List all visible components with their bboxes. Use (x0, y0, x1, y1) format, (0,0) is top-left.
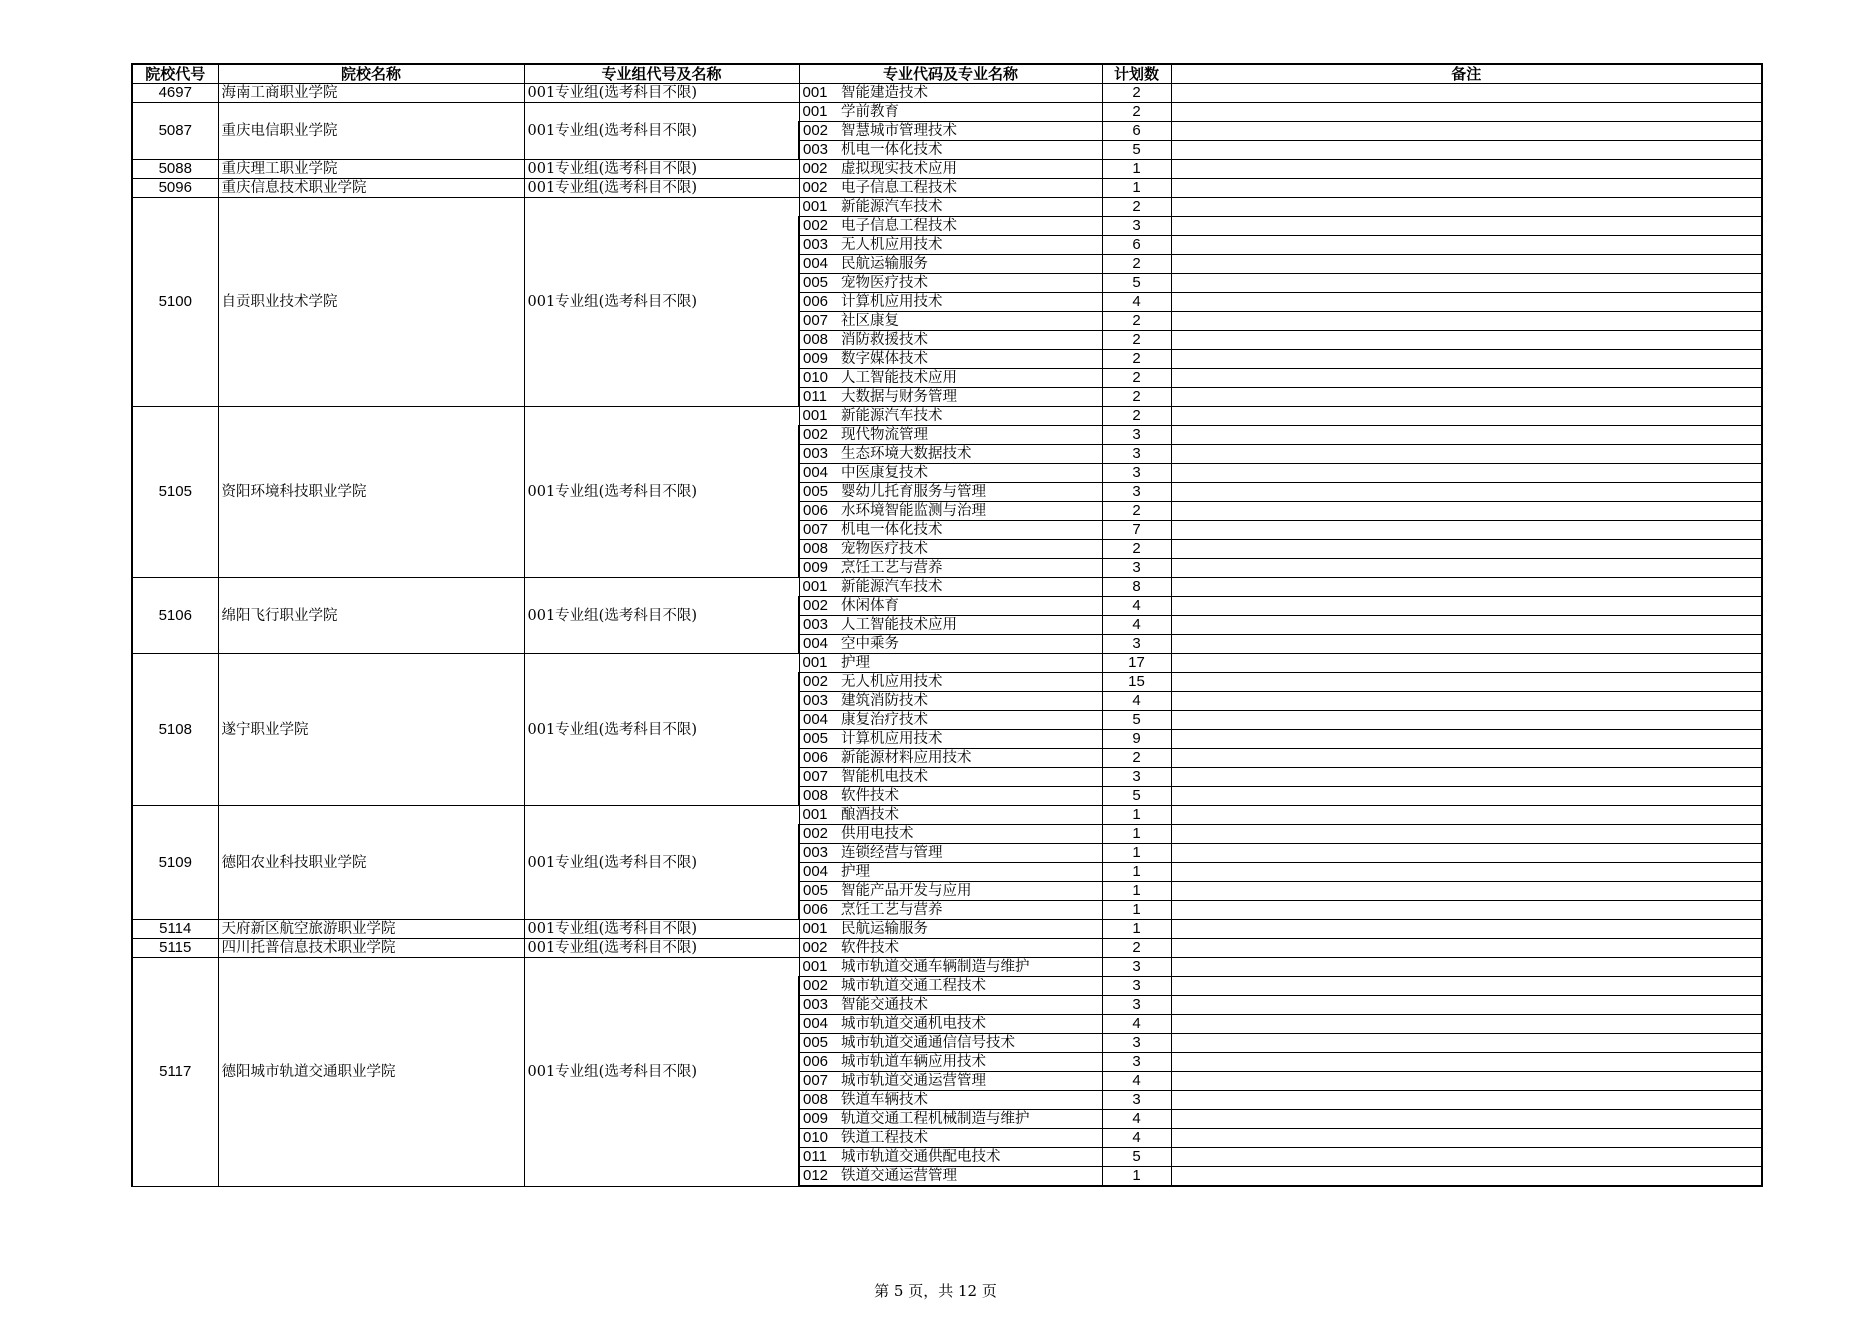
note-cell (1171, 426, 1762, 445)
major-name-cell: 连锁经营与管理 (839, 844, 1102, 863)
major-group-cell: 001专业组(选考科目不限) (524, 160, 799, 179)
note-cell (1171, 977, 1762, 996)
major-code-cell: 005 (799, 274, 839, 293)
plan-count-cell: 3 (1102, 977, 1171, 996)
major-code-cell: 006 (799, 293, 839, 312)
major-name-cell: 轨道交通工程机械制造与维护 (839, 1110, 1102, 1129)
school-name-cell: 重庆理工职业学院 (218, 160, 524, 179)
major-code-cell: 009 (799, 559, 839, 578)
plan-count-cell: 4 (1102, 1129, 1171, 1148)
plan-count-cell: 3 (1102, 768, 1171, 787)
major-name-cell: 城市轨道交通通信信号技术 (839, 1034, 1102, 1053)
note-cell (1171, 331, 1762, 350)
major-name-cell: 智能产品开发与应用 (839, 882, 1102, 901)
major-name-cell: 烹饪工艺与营养 (839, 901, 1102, 920)
note-cell (1171, 825, 1762, 844)
major-name-cell: 生态环境大数据技术 (839, 445, 1102, 464)
note-cell (1171, 597, 1762, 616)
major-name-cell: 护理 (839, 863, 1102, 882)
major-code-cell: 002 (799, 939, 839, 958)
major-name-cell: 软件技术 (839, 787, 1102, 806)
major-code-cell: 005 (799, 483, 839, 502)
header-plan: 计划数 (1102, 64, 1171, 84)
major-name-cell: 空中乘务 (839, 635, 1102, 654)
plan-count-cell: 1 (1102, 863, 1171, 882)
note-cell (1171, 996, 1762, 1015)
major-name-cell: 智能建造技术 (839, 84, 1102, 103)
major-name-cell: 学前教育 (839, 103, 1102, 122)
note-cell (1171, 654, 1762, 673)
school-code-cell: 5109 (132, 806, 218, 920)
major-code-cell: 003 (799, 996, 839, 1015)
major-code-cell: 007 (799, 521, 839, 540)
note-cell (1171, 445, 1762, 464)
plan-count-cell: 6 (1102, 236, 1171, 255)
table-row (132, 103, 1762, 122)
major-name-cell: 人工智能技术应用 (839, 369, 1102, 388)
note-cell (1171, 540, 1762, 559)
school-name-cell: 资阳环境科技职业学院 (218, 407, 524, 578)
major-group-cell: 001专业组(选考科目不限) (524, 84, 799, 103)
note-cell (1171, 502, 1762, 521)
note-cell (1171, 635, 1762, 654)
major-name-cell: 软件技术 (839, 939, 1102, 958)
major-name-cell: 铁道交通运营管理 (839, 1167, 1102, 1187)
note-cell (1171, 1167, 1762, 1187)
major-name-cell: 城市轨道交通供配电技术 (839, 1148, 1102, 1167)
note-cell (1171, 616, 1762, 635)
major-code-cell: 011 (799, 1148, 839, 1167)
plan-count-cell: 2 (1102, 350, 1171, 369)
note-cell (1171, 236, 1762, 255)
plan-count-cell: 3 (1102, 217, 1171, 236)
note-cell (1171, 806, 1762, 825)
note-cell (1171, 559, 1762, 578)
plan-count-cell: 4 (1102, 597, 1171, 616)
major-name-cell: 电子信息工程技术 (839, 217, 1102, 236)
major-name-cell: 供用电技术 (839, 825, 1102, 844)
major-code-cell: 007 (799, 312, 839, 331)
major-code-cell: 004 (799, 863, 839, 882)
plan-count-cell: 3 (1102, 1034, 1171, 1053)
plan-count-cell: 2 (1102, 369, 1171, 388)
school-code-cell: 4697 (132, 84, 218, 103)
note-cell (1171, 1053, 1762, 1072)
major-code-cell: 006 (799, 749, 839, 768)
plan-count-cell: 4 (1102, 692, 1171, 711)
plan-count-cell: 3 (1102, 958, 1171, 977)
plan-count-cell: 4 (1102, 1072, 1171, 1091)
major-code-cell: 006 (799, 502, 839, 521)
note-cell (1171, 578, 1762, 597)
plan-count-cell: 9 (1102, 730, 1171, 749)
major-name-cell: 酿酒技术 (839, 806, 1102, 825)
header-major: 专业代码及专业名称 (799, 64, 1102, 84)
school-code-cell: 5088 (132, 160, 218, 179)
plan-count-cell: 4 (1102, 1110, 1171, 1129)
major-name-cell: 民航运输服务 (839, 920, 1102, 939)
plan-count-cell: 2 (1102, 331, 1171, 350)
major-name-cell: 机电一体化技术 (839, 141, 1102, 160)
major-code-cell: 001 (799, 654, 839, 673)
school-name-cell: 遂宁职业学院 (218, 654, 524, 806)
note-cell (1171, 673, 1762, 692)
major-code-cell: 005 (799, 1034, 839, 1053)
school-name-cell: 重庆信息技术职业学院 (218, 179, 524, 198)
note-cell (1171, 787, 1762, 806)
note-cell (1171, 464, 1762, 483)
note-cell (1171, 388, 1762, 407)
school-name-cell: 自贡职业技术学院 (218, 198, 524, 407)
note-cell (1171, 1072, 1762, 1091)
major-group-cell: 001专业组(选考科目不限) (524, 103, 799, 160)
header-note: 备注 (1171, 64, 1762, 84)
major-name-cell: 康复治疗技术 (839, 711, 1102, 730)
major-group-cell: 001专业组(选考科目不限) (524, 920, 799, 939)
plan-count-cell: 2 (1102, 749, 1171, 768)
major-group-cell: 001专业组(选考科目不限) (524, 578, 799, 654)
plan-count-cell: 4 (1102, 616, 1171, 635)
plan-count-cell: 4 (1102, 293, 1171, 312)
note-cell (1171, 768, 1762, 787)
major-name-cell: 建筑消防技术 (839, 692, 1102, 711)
major-name-cell: 城市轨道交通工程技术 (839, 977, 1102, 996)
note-cell (1171, 350, 1762, 369)
major-name-cell: 现代物流管理 (839, 426, 1102, 445)
note-cell (1171, 1110, 1762, 1129)
plan-count-cell: 5 (1102, 711, 1171, 730)
note-cell (1171, 217, 1762, 236)
major-code-cell: 009 (799, 350, 839, 369)
major-code-cell: 008 (799, 540, 839, 559)
school-code-cell: 5108 (132, 654, 218, 806)
major-group-cell: 001专业组(选考科目不限) (524, 179, 799, 198)
major-name-cell: 新能源材料应用技术 (839, 749, 1102, 768)
major-code-cell: 002 (799, 122, 839, 141)
major-name-cell: 智慧城市管理技术 (839, 122, 1102, 141)
major-code-cell: 001 (799, 920, 839, 939)
major-code-cell: 002 (799, 977, 839, 996)
table-body (132, 84, 1762, 1187)
school-name-cell: 天府新区航空旅游职业学院 (218, 920, 524, 939)
plan-count-cell: 2 (1102, 502, 1171, 521)
table-row (132, 84, 1762, 103)
note-cell (1171, 122, 1762, 141)
page-footer: 第 5 页，共 12 页 (874, 1282, 997, 1300)
plan-count-cell: 3 (1102, 635, 1171, 654)
note-cell (1171, 711, 1762, 730)
table-row (132, 179, 1762, 198)
plan-count-cell: 1 (1102, 179, 1171, 198)
header-school-name: 院校名称 (218, 64, 524, 84)
plan-count-cell: 2 (1102, 84, 1171, 103)
plan-count-cell: 1 (1102, 825, 1171, 844)
major-name-cell: 新能源汽车技术 (839, 198, 1102, 217)
major-code-cell: 008 (799, 1091, 839, 1110)
major-code-cell: 011 (799, 388, 839, 407)
plan-count-cell: 5 (1102, 787, 1171, 806)
plan-count-cell: 2 (1102, 198, 1171, 217)
major-code-cell: 009 (799, 1110, 839, 1129)
plan-count-cell: 1 (1102, 806, 1171, 825)
major-name-cell: 社区康复 (839, 312, 1102, 331)
admission-plan-table (131, 63, 1763, 1187)
table-row (132, 198, 1762, 217)
school-code-cell: 5096 (132, 179, 218, 198)
major-code-cell: 007 (799, 1072, 839, 1091)
major-code-cell: 004 (799, 255, 839, 274)
major-code-cell: 008 (799, 331, 839, 350)
school-code-cell: 5087 (132, 103, 218, 160)
major-name-cell: 计算机应用技术 (839, 293, 1102, 312)
major-code-cell: 001 (799, 958, 839, 977)
note-cell (1171, 939, 1762, 958)
major-name-cell: 烹饪工艺与营养 (839, 559, 1102, 578)
major-code-cell: 003 (799, 692, 839, 711)
plan-count-cell: 15 (1102, 673, 1171, 692)
major-name-cell: 智能交通技术 (839, 996, 1102, 1015)
major-name-cell: 大数据与财务管理 (839, 388, 1102, 407)
major-name-cell: 中医康复技术 (839, 464, 1102, 483)
plan-count-cell: 5 (1102, 274, 1171, 293)
school-code-cell: 5106 (132, 578, 218, 654)
note-cell (1171, 255, 1762, 274)
major-name-cell: 水环境智能监测与治理 (839, 502, 1102, 521)
major-group-cell: 001专业组(选考科目不限) (524, 958, 799, 1187)
note-cell (1171, 160, 1762, 179)
plan-count-cell: 17 (1102, 654, 1171, 673)
school-name-cell: 重庆电信职业学院 (218, 103, 524, 160)
major-name-cell: 虚拟现实技术应用 (839, 160, 1102, 179)
major-code-cell: 002 (799, 825, 839, 844)
note-cell (1171, 1148, 1762, 1167)
note-cell (1171, 274, 1762, 293)
plan-count-cell: 8 (1102, 578, 1171, 597)
plan-count-cell: 7 (1102, 521, 1171, 540)
major-name-cell: 休闲体育 (839, 597, 1102, 616)
header-row (132, 64, 1762, 84)
major-code-cell: 001 (799, 103, 839, 122)
school-code-cell: 5115 (132, 939, 218, 958)
major-code-cell: 002 (799, 597, 839, 616)
major-name-cell: 人工智能技术应用 (839, 616, 1102, 635)
major-name-cell: 铁道工程技术 (839, 1129, 1102, 1148)
note-cell (1171, 312, 1762, 331)
plan-count-cell: 2 (1102, 255, 1171, 274)
major-code-cell: 003 (799, 141, 839, 160)
major-group-cell: 001专业组(选考科目不限) (524, 654, 799, 806)
major-name-cell: 机电一体化技术 (839, 521, 1102, 540)
major-name-cell: 计算机应用技术 (839, 730, 1102, 749)
table-row (132, 939, 1762, 958)
plan-count-cell: 5 (1102, 141, 1171, 160)
school-code-cell: 5117 (132, 958, 218, 1187)
note-cell (1171, 1129, 1762, 1148)
note-cell (1171, 369, 1762, 388)
major-code-cell: 004 (799, 711, 839, 730)
note-cell (1171, 901, 1762, 920)
major-name-cell: 电子信息工程技术 (839, 179, 1102, 198)
major-name-cell: 城市轨道交通运营管理 (839, 1072, 1102, 1091)
note-cell (1171, 141, 1762, 160)
plan-count-cell: 1 (1102, 882, 1171, 901)
header-school-code: 院校代号 (132, 64, 218, 84)
plan-count-cell: 1 (1102, 901, 1171, 920)
plan-count-cell: 5 (1102, 1148, 1171, 1167)
major-name-cell: 民航运输服务 (839, 255, 1102, 274)
note-cell (1171, 103, 1762, 122)
plan-count-cell: 2 (1102, 103, 1171, 122)
major-code-cell: 005 (799, 882, 839, 901)
plan-count-cell: 2 (1102, 939, 1171, 958)
major-code-cell: 002 (799, 179, 839, 198)
plan-count-cell: 3 (1102, 464, 1171, 483)
note-cell (1171, 958, 1762, 977)
major-group-cell: 001专业组(选考科目不限) (524, 806, 799, 920)
major-code-cell: 007 (799, 768, 839, 787)
note-cell (1171, 483, 1762, 502)
major-name-cell: 智能机电技术 (839, 768, 1102, 787)
table-row (132, 806, 1762, 825)
school-name-cell: 绵阳飞行职业学院 (218, 578, 524, 654)
major-code-cell: 001 (799, 578, 839, 597)
major-group-cell: 001专业组(选考科目不限) (524, 407, 799, 578)
note-cell (1171, 84, 1762, 103)
table-row (132, 407, 1762, 426)
major-name-cell: 宠物医疗技术 (839, 274, 1102, 293)
plan-count-cell: 3 (1102, 483, 1171, 502)
note-cell (1171, 730, 1762, 749)
table-row (132, 160, 1762, 179)
major-code-cell: 012 (799, 1167, 839, 1187)
major-code-cell: 003 (799, 844, 839, 863)
major-code-cell: 001 (799, 198, 839, 217)
major-name-cell: 婴幼儿托育服务与管理 (839, 483, 1102, 502)
plan-count-cell: 3 (1102, 445, 1171, 464)
major-code-cell: 010 (799, 1129, 839, 1148)
school-name-cell: 四川托普信息技术职业学院 (218, 939, 524, 958)
note-cell (1171, 920, 1762, 939)
major-code-cell: 002 (799, 217, 839, 236)
major-code-cell: 003 (799, 616, 839, 635)
major-code-cell: 004 (799, 635, 839, 654)
plan-count-cell: 1 (1102, 160, 1171, 179)
major-code-cell: 003 (799, 236, 839, 255)
major-name-cell: 数字媒体技术 (839, 350, 1102, 369)
major-code-cell: 006 (799, 901, 839, 920)
major-code-cell: 004 (799, 464, 839, 483)
note-cell (1171, 407, 1762, 426)
major-code-cell: 006 (799, 1053, 839, 1072)
major-name-cell: 城市轨道交通车辆制造与维护 (839, 958, 1102, 977)
school-name-cell: 海南工商职业学院 (218, 84, 524, 103)
major-code-cell: 004 (799, 1015, 839, 1034)
major-code-cell: 002 (799, 426, 839, 445)
major-code-cell: 005 (799, 730, 839, 749)
major-name-cell: 宠物医疗技术 (839, 540, 1102, 559)
major-code-cell: 001 (799, 84, 839, 103)
major-name-cell: 无人机应用技术 (839, 673, 1102, 692)
header-group: 专业组代号及名称 (524, 64, 799, 84)
plan-count-cell: 1 (1102, 1167, 1171, 1187)
plan-count-cell: 2 (1102, 540, 1171, 559)
major-name-cell: 新能源汽车技术 (839, 407, 1102, 426)
school-name-cell: 德阳农业科技职业学院 (218, 806, 524, 920)
note-cell (1171, 1091, 1762, 1110)
major-group-cell: 001专业组(选考科目不限) (524, 939, 799, 958)
table-row (132, 920, 1762, 939)
major-name-cell: 新能源汽车技术 (839, 578, 1102, 597)
plan-count-cell: 3 (1102, 1053, 1171, 1072)
plan-count-cell: 2 (1102, 407, 1171, 426)
note-cell (1171, 844, 1762, 863)
plan-count-cell: 1 (1102, 844, 1171, 863)
plan-count-cell: 6 (1102, 122, 1171, 141)
major-code-cell: 002 (799, 160, 839, 179)
major-code-cell: 001 (799, 407, 839, 426)
major-code-cell: 002 (799, 673, 839, 692)
plan-count-cell: 2 (1102, 388, 1171, 407)
plan-count-cell: 3 (1102, 996, 1171, 1015)
major-code-cell: 003 (799, 445, 839, 464)
plan-count-cell: 3 (1102, 1091, 1171, 1110)
school-code-cell: 5100 (132, 198, 218, 407)
note-cell (1171, 521, 1762, 540)
table-row (132, 578, 1762, 597)
plan-count-cell: 1 (1102, 920, 1171, 939)
plan-count-cell: 3 (1102, 559, 1171, 578)
major-name-cell: 城市轨道交通机电技术 (839, 1015, 1102, 1034)
plan-count-cell: 3 (1102, 426, 1171, 445)
school-name-cell: 德阳城市轨道交通职业学院 (218, 958, 524, 1187)
note-cell (1171, 293, 1762, 312)
major-code-cell: 010 (799, 369, 839, 388)
note-cell (1171, 198, 1762, 217)
major-group-cell: 001专业组(选考科目不限) (524, 198, 799, 407)
note-cell (1171, 692, 1762, 711)
major-code-cell: 001 (799, 806, 839, 825)
plan-count-cell: 2 (1102, 312, 1171, 331)
note-cell (1171, 749, 1762, 768)
major-code-cell: 008 (799, 787, 839, 806)
major-name-cell: 城市轨道车辆应用技术 (839, 1053, 1102, 1072)
note-cell (1171, 179, 1762, 198)
note-cell (1171, 882, 1762, 901)
table-row (132, 958, 1762, 977)
major-name-cell: 铁道车辆技术 (839, 1091, 1102, 1110)
major-name-cell: 无人机应用技术 (839, 236, 1102, 255)
plan-count-cell: 4 (1102, 1015, 1171, 1034)
note-cell (1171, 863, 1762, 882)
table-row (132, 654, 1762, 673)
school-code-cell: 5105 (132, 407, 218, 578)
major-name-cell: 护理 (839, 654, 1102, 673)
major-name-cell: 消防救援技术 (839, 331, 1102, 350)
note-cell (1171, 1015, 1762, 1034)
note-cell (1171, 1034, 1762, 1053)
school-code-cell: 5114 (132, 920, 218, 939)
